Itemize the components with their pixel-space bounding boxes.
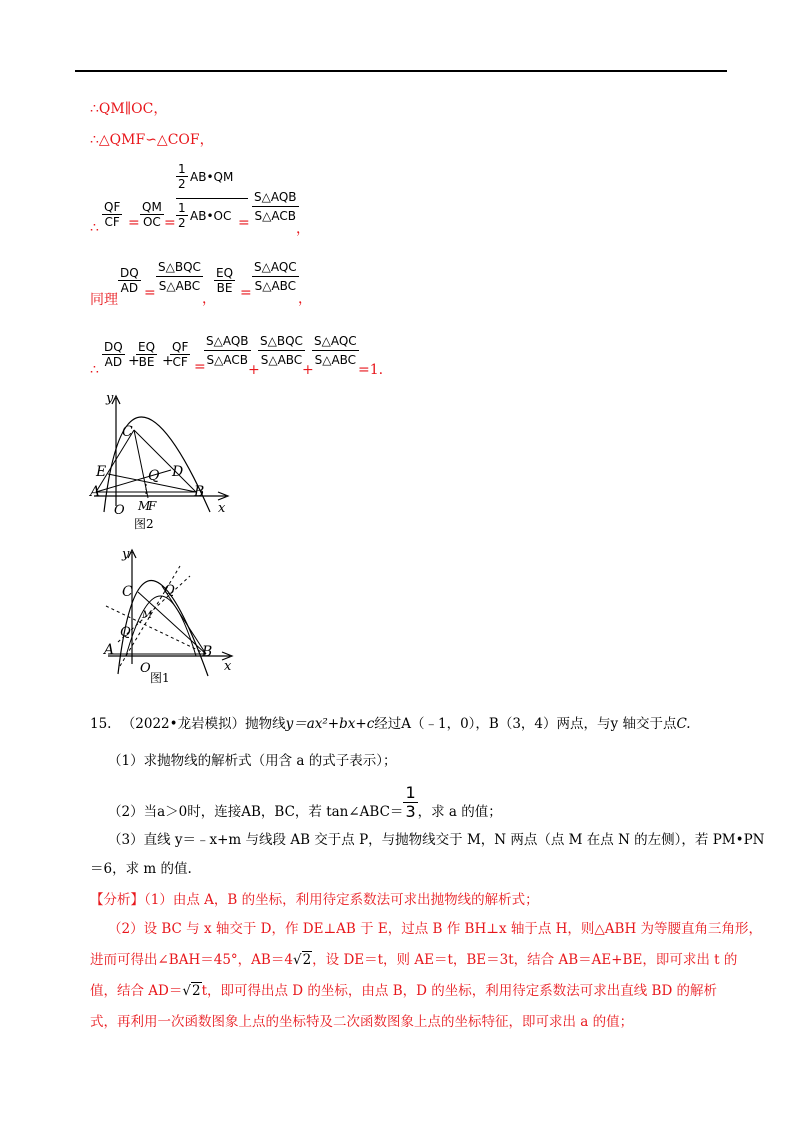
point-b-label: B	[202, 644, 213, 660]
proof-line-2	[90, 129, 214, 149]
denominator: BE	[138, 355, 155, 369]
denominator: 2	[178, 216, 186, 230]
q2-text: ，求 a 的值；	[417, 804, 502, 820]
fraction-dq-ad	[118, 266, 141, 295]
numerator: 1	[405, 783, 416, 802]
figure-2-caption: 图2	[134, 517, 154, 531]
stem-text: A（﹣1，0），B（3，4）两点，与	[401, 716, 611, 732]
problem-source: （2022•龙岩模拟）	[121, 716, 246, 732]
numerator: S△BQC	[258, 332, 305, 351]
equals-sign: =	[144, 285, 156, 301]
numerator: DQ	[104, 340, 123, 354]
stem-text: 抛物线	[245, 716, 286, 732]
proof-text: ∴QM∥OC，	[90, 101, 168, 117]
point-d-label: D	[172, 464, 184, 480]
equals-sign: =	[164, 215, 176, 231]
point-m-label: M	[142, 610, 153, 621]
origin-label: O	[140, 661, 151, 676]
denominator: S△ACB	[206, 353, 248, 367]
denominator: OC	[142, 215, 161, 229]
x-axis-label: x	[224, 659, 232, 674]
denominator: S△ABC	[254, 279, 297, 293]
point-a-label: A	[90, 484, 101, 500]
analysis-line-5: 式，再利用一次函数图象上点的坐标特及二次函数图象上点的坐标特征，即可求出 a 的值；	[90, 1014, 634, 1030]
analysis-line-2: （2）设 BC 与 x 轴交于 D，作 DE⊥AB 于 E，过点 B 作 BH⊥x 轴于点 H，则△ABH 为等腰直角三角形，	[108, 921, 763, 937]
therefore-symbol: ∴	[90, 362, 99, 378]
analysis-line-3	[90, 948, 737, 968]
point-a-label: A	[104, 642, 115, 658]
denominator: S△ABC	[158, 279, 201, 293]
half-fraction	[176, 162, 188, 191]
header-rule	[75, 70, 727, 72]
sqrt-two	[182, 983, 201, 999]
x-axis-label: x	[218, 501, 226, 516]
denominator: CF	[172, 355, 188, 369]
analysis-tag: 【分析】	[90, 892, 144, 908]
comma: ，	[202, 291, 216, 307]
question-2	[108, 783, 502, 831]
plus-sign: +	[302, 362, 314, 378]
fraction-saqc-sabc	[252, 258, 299, 295]
numerator: DQ	[120, 266, 139, 280]
point-q-label: Q	[148, 468, 160, 484]
fraction-sbqc-sabc	[258, 332, 305, 369]
equals-sign: =	[128, 215, 140, 231]
figure-1-caption: 图1	[150, 671, 170, 685]
comma: ，	[298, 291, 312, 307]
numerator: 1	[178, 201, 186, 215]
plus-sign: +	[248, 362, 260, 378]
denominator: 3	[405, 802, 416, 821]
question-3-line-1: （3）直线 y＝﹣x+m 与线段 AB 交于点 P，与抛物线交于 M，N 两点（点 M 在点 N 的左侧），若 PM•PN	[108, 832, 765, 848]
numerator: S△AQB	[204, 332, 251, 351]
ab-qm: AB•QM	[190, 170, 234, 184]
fraction-saqb-sacb	[204, 332, 251, 369]
figure-1-graphic	[100, 546, 240, 688]
problem-number: 15.	[90, 716, 112, 732]
numerator: QF	[104, 200, 121, 214]
proof-line-1	[90, 98, 167, 118]
proof-text: ∴△QMF∽△COF，	[90, 132, 214, 148]
stem-text: C.	[676, 716, 691, 732]
point-c-label: C	[122, 584, 133, 600]
denominator: CF	[104, 215, 120, 229]
q2-text: （2）当	[108, 804, 158, 820]
plus-sign: +	[128, 353, 140, 369]
fraction-dq-ad	[102, 340, 125, 369]
parabola-equation: y＝ax²+bx+c	[285, 716, 375, 732]
tongli-label: 同理	[90, 292, 118, 308]
result-one: =1.	[358, 362, 384, 378]
analysis-text: 进而可得出∠BAH＝45°，AB＝4	[90, 952, 293, 968]
plus-sign: +	[162, 353, 174, 369]
fraction-eq-be	[214, 266, 235, 295]
numerator: QM	[142, 200, 162, 214]
problem-stem	[90, 712, 691, 732]
equals-sign: =	[240, 285, 252, 301]
denominator: S△ABC	[314, 353, 357, 367]
numerator: 1	[178, 162, 186, 176]
q2-text: AB，BC，若 tan∠ABC＝	[241, 804, 404, 820]
figure-2	[86, 392, 236, 534]
fraction-sbqc-sabc	[156, 258, 203, 295]
fraction-qf-cf	[170, 340, 190, 369]
y-axis-label: y	[106, 392, 114, 406]
point-e-label: E	[96, 464, 107, 480]
fraction-saqb-sacb	[252, 188, 299, 225]
sqrt-two	[293, 952, 312, 968]
compound-numerator	[176, 160, 256, 198]
numerator: QF	[172, 340, 189, 354]
numerator: S△AQB	[252, 188, 299, 207]
fraction-saqc-sabc	[312, 332, 359, 369]
numerator: S△AQC	[252, 258, 299, 277]
denominator: 2	[178, 177, 186, 191]
denominator: S△ABC	[260, 353, 303, 367]
figure-1	[100, 546, 240, 688]
analysis-text: 值，结合 AD＝	[90, 983, 183, 999]
ab-oc: AB•OC	[190, 209, 232, 223]
question-3-line-2: ＝6，求 m 的值.	[90, 861, 192, 877]
equals-sign: =	[194, 359, 206, 375]
analysis-text: t，即可得出点 D 的坐标，由点 B，D 的坐标，利用待定系数法可求出直线 BD 的解析	[201, 983, 718, 999]
fraction-qm-oc	[140, 200, 164, 229]
equals-sign: =	[238, 215, 250, 231]
analysis-text: ，设 DE＝t，则 AE＝t，BE＝3t，结合 AB＝AE+BE，即可求出 t 的	[312, 952, 738, 968]
radicand: 2	[191, 983, 201, 999]
numerator: S△BQC	[156, 258, 203, 277]
analysis-line-4	[90, 979, 717, 999]
denominator: BE	[216, 281, 233, 295]
radical-sign: √	[182, 983, 191, 999]
point-c-label: C	[122, 424, 133, 440]
figure-2-graphic	[86, 392, 236, 534]
numerator: EQ	[138, 340, 156, 354]
point-m-label: M	[138, 499, 151, 513]
analysis-line-1	[90, 888, 539, 908]
therefore-symbol: ∴	[90, 220, 99, 236]
denominator: AD	[104, 355, 123, 369]
point-f-label: F	[148, 499, 157, 513]
radical-sign: √	[292, 952, 302, 968]
point-q-upper-label: Q	[164, 583, 175, 598]
stem-text: 经过	[374, 716, 402, 732]
analysis-text: （1）由点 A，B 的坐标，利用待定系数法可求出抛物线的解析式；	[144, 892, 539, 908]
comma: ，	[296, 221, 310, 237]
numerator: S△AQC	[312, 332, 359, 351]
denominator: S△ACB	[254, 209, 296, 223]
question-1: （1）求抛物线的解析式（用含 a 的式子表示）；	[108, 753, 397, 769]
origin-label: O	[114, 503, 125, 518]
point-b-label: B	[194, 484, 205, 500]
fraction-one-third	[403, 784, 417, 821]
half-fraction	[176, 201, 188, 230]
y-axis-label: y	[122, 547, 130, 562]
denominator: AD	[120, 281, 139, 295]
fraction-eq-be	[136, 340, 157, 369]
radicand: 2	[302, 952, 312, 968]
q2-text: a＞0时，连接	[157, 804, 242, 820]
numerator: EQ	[216, 266, 234, 280]
fraction-qf-cf	[102, 200, 122, 229]
point-q-lower-label: Q	[120, 625, 131, 640]
stem-text: y 轴交于点	[610, 716, 677, 732]
